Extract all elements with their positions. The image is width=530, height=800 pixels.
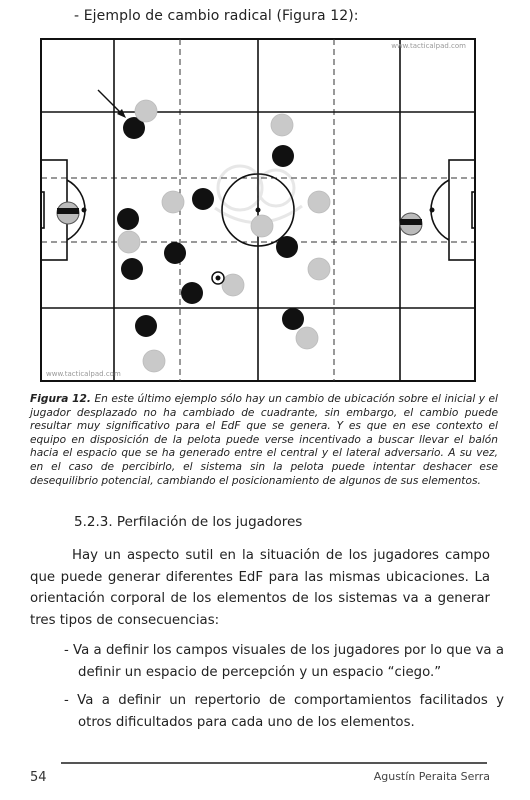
page-number: 54 [30,770,47,785]
section-title: 5.2.3. Perfilación de los jugadores [74,514,303,530]
ball-icon [212,272,224,284]
list-item: - Va a definir los campos visuales de los jugadores por lo que va a definir un espacio de percepción y un espacio “ciego.” [64,643,504,680]
watermark-bottom: www.tacticalpad.com [46,370,121,378]
bullet-heading: - Ejemplo de cambio radical (Figura 12): [74,8,359,24]
caption-text: En este último ejemplo sólo hay un cambio de ubicación sobre el inicial y el jugador desplazado no ha cambiado de cuadrante, sin embargo, el cambio puede resultar muy significativo para el EdF que se genera. Y es que en ese contexto el equipo en disposición de la pelota puede verse incentivado a buscar llevar el balón hacia el espacio que se ha generado entre el central y el lateral adversario. A su vez, en el caso de percibirlo, el sistema sin la pelota puede intentar deshacer ese desequilibrio potencial, cambiando el posicionamiento de algunos de sus elementos. [30,393,498,487]
goalkeeper-left [57,202,79,224]
football-pitch-figure [40,38,476,382]
goalkeeper-right [400,213,422,235]
caption-label: Figura 12. [30,393,91,405]
body-paragraph: Hay un aspecto sutil en la situación de los jugadores campo que puede generar diferentes EdF para las mismas ubicaciones. La orientación corporal de los elementos de los sistemas va a generar tres tipos de consecuencias: [30,548,490,628]
list-item: - Va a definir un repertorio de comportamientos facilitados y otros dificultados para cada uno de los elementos. [64,693,504,730]
figure-caption [30,393,498,488]
watermark-top: www.tacticalpad.com [391,42,466,50]
author-name: Agustín Peraita Serra [373,770,490,783]
footer-divider [61,762,487,764]
